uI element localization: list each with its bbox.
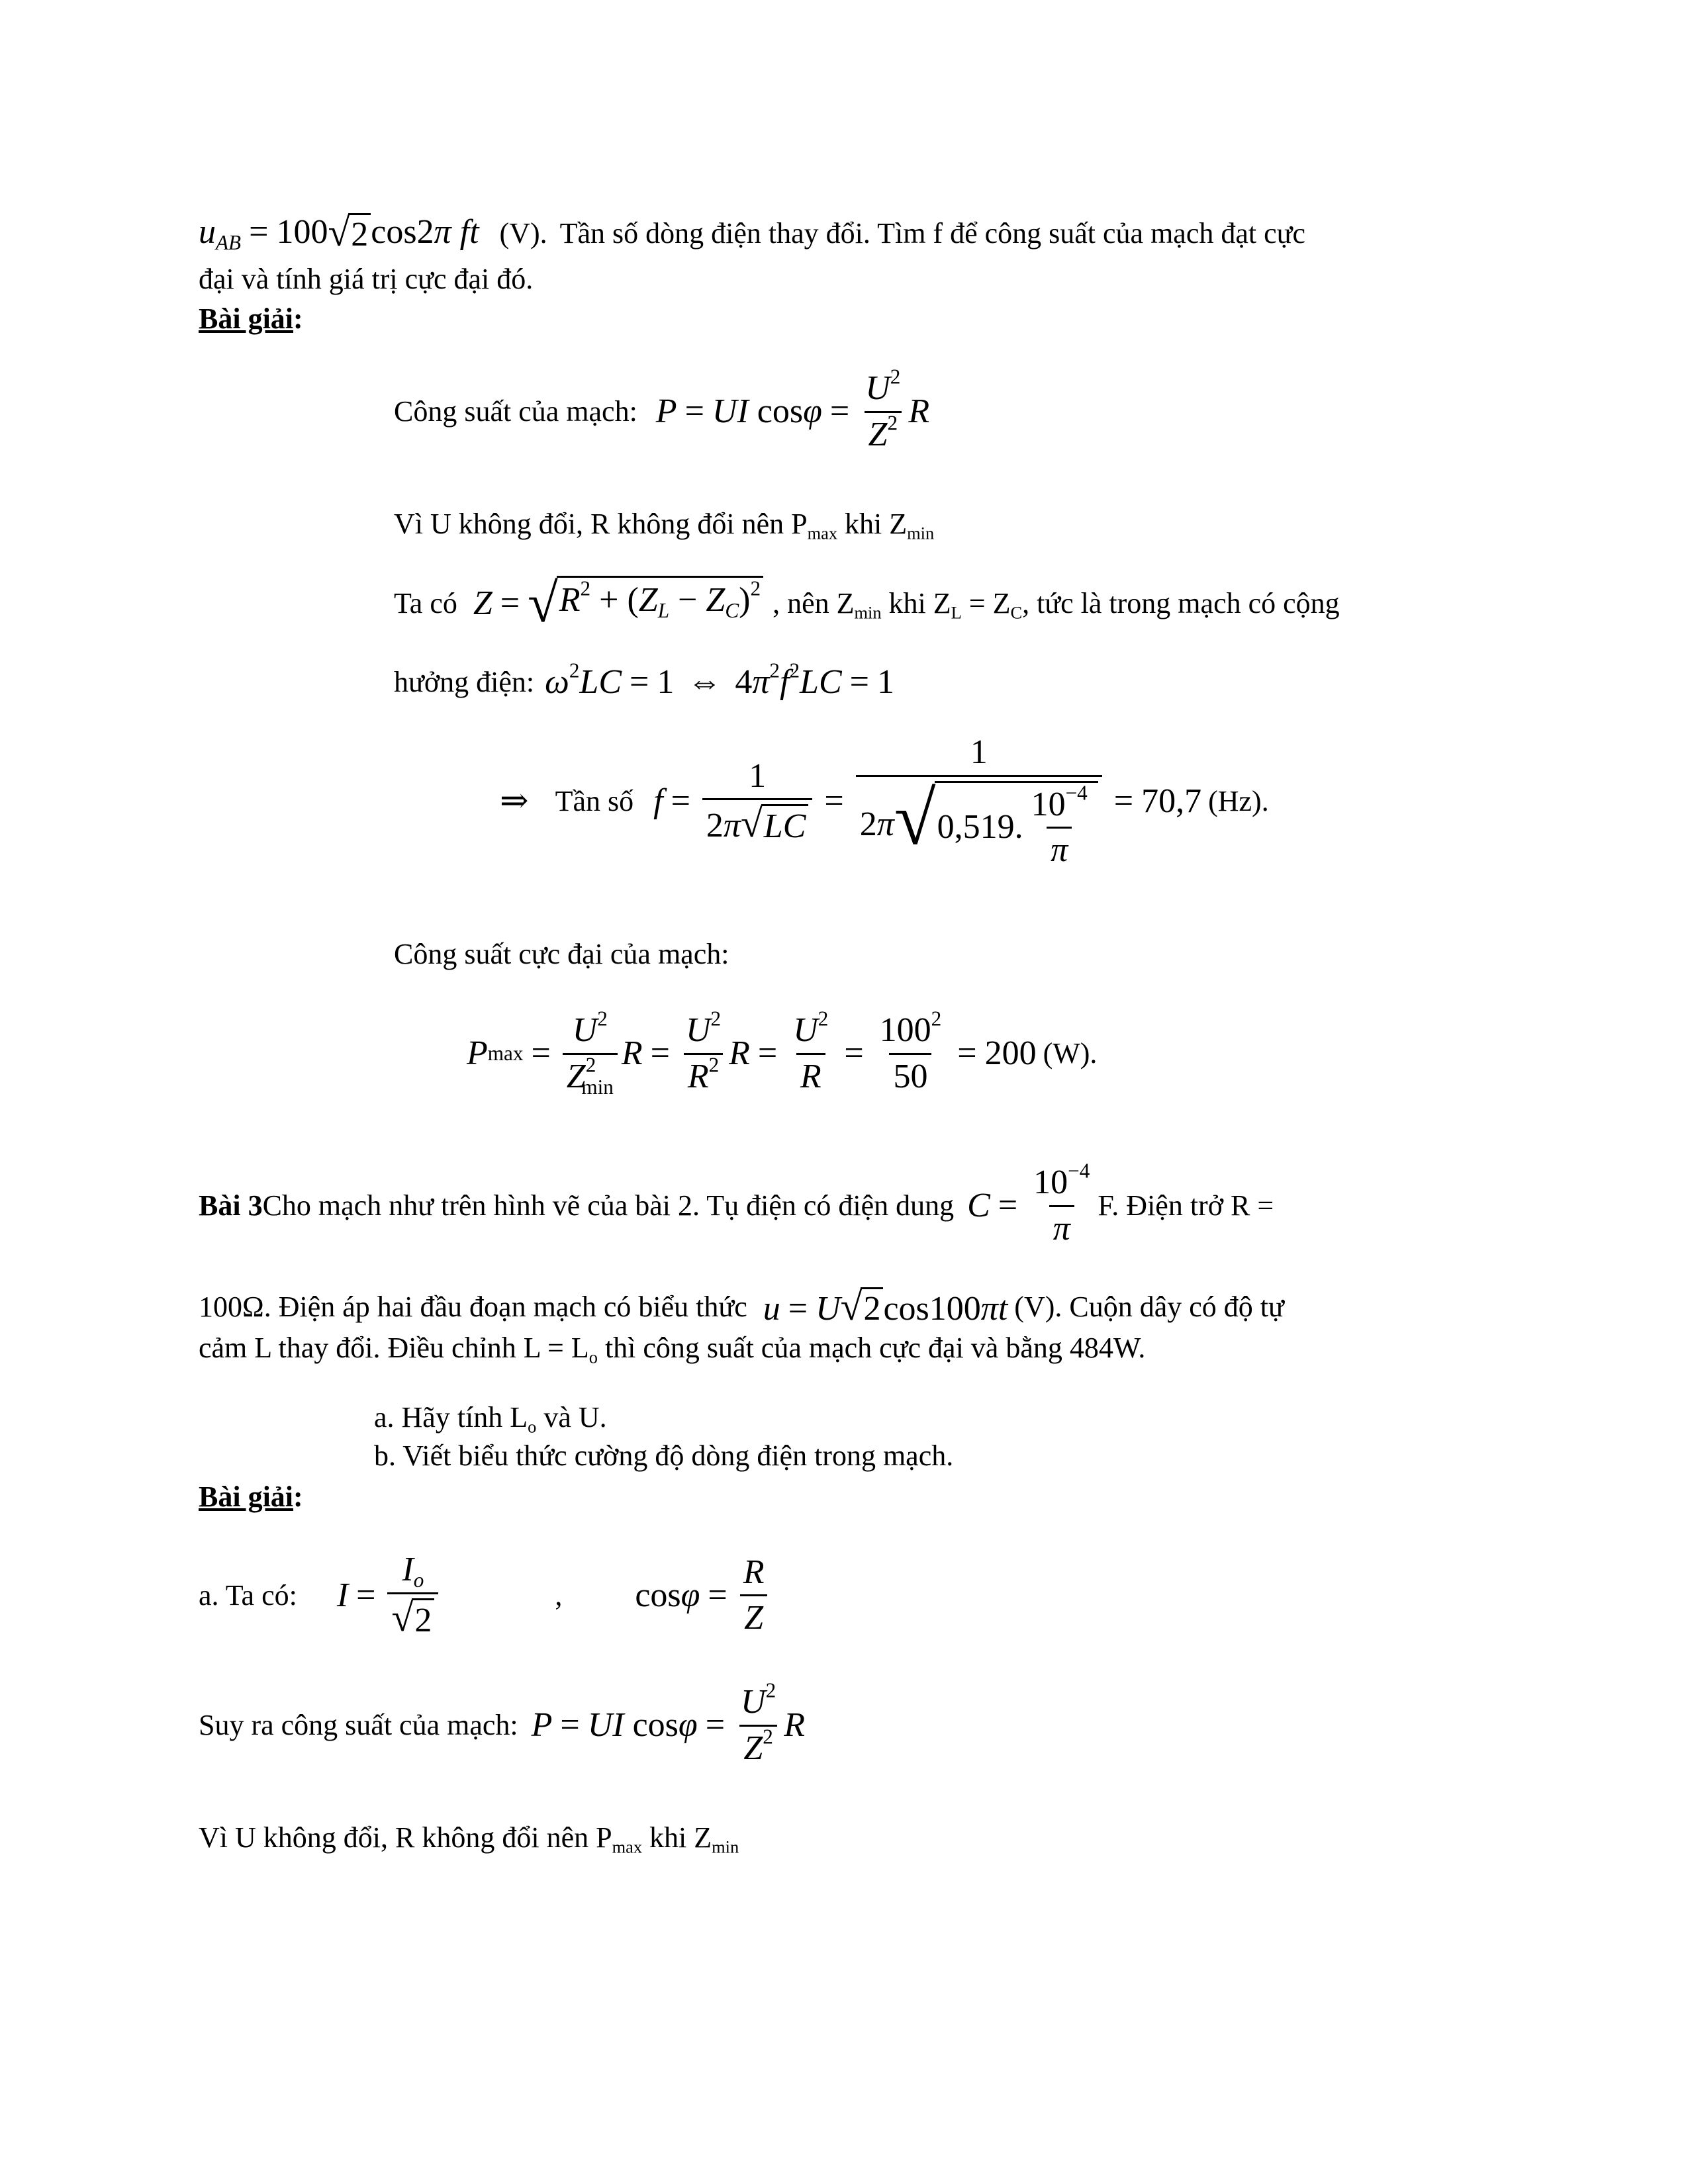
cos-phi-formula: cos φ = $\frac{R}{Z}$ [635, 1555, 772, 1637]
question-a: a. Hãy tính $L_o$ và U. [374, 1401, 607, 1437]
power-formula-2: P = UI cos φ = $\frac{U^2}{Z^2}$ R [531, 1678, 805, 1767]
pmax-label: Công suất cực đại của mạch: [394, 938, 729, 970]
resonance-formula: $\omega^2LC = 1$ ⇔ $4\pi^2f^2LC = 1$ [545, 659, 894, 701]
voltage-formula: $u_{AB} = 100$ √ 2 cos2π ft [199, 210, 479, 254]
bai3-line2: 100Ω. Điện áp hai đầu đoạn mạch có biểu thức u = U √ 2 cos100πt (V). Cuộn dây có độ tự [199, 1285, 1284, 1328]
pmax-formula-line: P max = $\frac{U^2}{Z^2_{min}}$ R = $\frac{U^2}{R^2}$ R = $\frac{U^2}{R}$ = $\frac{100^2}{50}$ = 200 (W). [467, 1007, 1098, 1099]
pmax-formula: P max = $\frac{U^2}{Z^2_{min}}$ R = $\frac{U^2}{R^2}$ R = $\frac{U^2}{R}$ = $\frac{100^2}{50}$ = 200 [467, 1007, 1037, 1099]
impedance-formula: Z = √ $R^2 + (Z_L - Z_C)^2$ [473, 576, 763, 631]
voltage-unit: (V). [499, 217, 547, 250]
current-line: a. Ta có: I = $I_o$ √ 2 , cos φ = $\frac{R}{Z}$ [199, 1552, 773, 1639]
resonance-line: hưởng điện: $\omega^2LC = 1$ ⇔ $4\pi^2f^2LC = 1$ [394, 659, 894, 701]
current-formula: I = $I_o$ √ 2 [337, 1552, 442, 1639]
frequency-formula: f = 1 2π √ LC = 1 2 π √ 0,519. $\frac{10^{-4}}{\pi}$ = 70,7 [653, 733, 1202, 870]
impedance-line: Ta có Z = √ $R^2 + (Z_L - Z_C)^2$ , nên $Z_{min}$ khi $Z_L = Z_C$, tức là trong mạch có cộng [394, 572, 1340, 633]
power-label: Công suất của mạch: [394, 395, 637, 428]
question-b: b. Viết biểu thức cường độ dòng điện trong mạch. [374, 1439, 954, 1472]
problem-statement-line2: đại và tính giá trị cực đại đó. [199, 263, 534, 295]
frequency-line: ⇒ Tần số f = 1 2π √ LC = 1 2 π √ 0,519. $\frac{10^{-4}}{\pi}$ = 70,7 (Hz). [500, 733, 1269, 870]
bai3-line1: Bài 3 Cho mạch như trên hình vẽ của bài 2. Tụ điện có điện dung C = $\frac{10^{-4}}{\pi}$ F. Điện trở R = [199, 1159, 1274, 1248]
implies-icon: ⇒ [500, 782, 529, 821]
bai3-title: Bài 3 [199, 1189, 263, 1222]
power-formula-line [394, 365, 930, 453]
capacitance-formula: C = $\frac{10^{-4}}{\pi}$ [967, 1159, 1090, 1248]
power-formula: P = UI cos φ = $\frac{U^2}{Z^2}$ R [655, 365, 930, 453]
bai3-line3: cảm L thay đổi. Điều chỉnh $L = L_o$ thì công suất của mạch cực đại và bằng 484W. [199, 1332, 1146, 1367]
solution-heading-2: Bài giải: [199, 1480, 303, 1513]
problem-statement-line1 [199, 210, 1306, 254]
solution-heading-1: Bài giải: [199, 302, 303, 335]
problem-text-1: Tần số dòng điện thay đổi. Tìm f để công suất của mạch đạt cực [559, 217, 1306, 250]
resonance-text: , nên $Z_{min}$ khi $Z_L = Z_C$, tức là trong mạch có cộng [773, 586, 1340, 623]
power-formula-line-2: Suy ra công suất của mạch: P = UI cos φ = $\frac{U^2}{Z^2}$ R [199, 1678, 805, 1767]
voltage-expression: u = U √ 2 cos100πt [763, 1285, 1008, 1328]
condition-line-2: Vì U không đổi, R không đổi nên $P_{max}$ khi $Z_{min}$ [199, 1821, 739, 1857]
condition-line-1: Vì U không đổi, R không đổi nên $P_{max}$ khi $Z_{min}$ [394, 508, 935, 543]
